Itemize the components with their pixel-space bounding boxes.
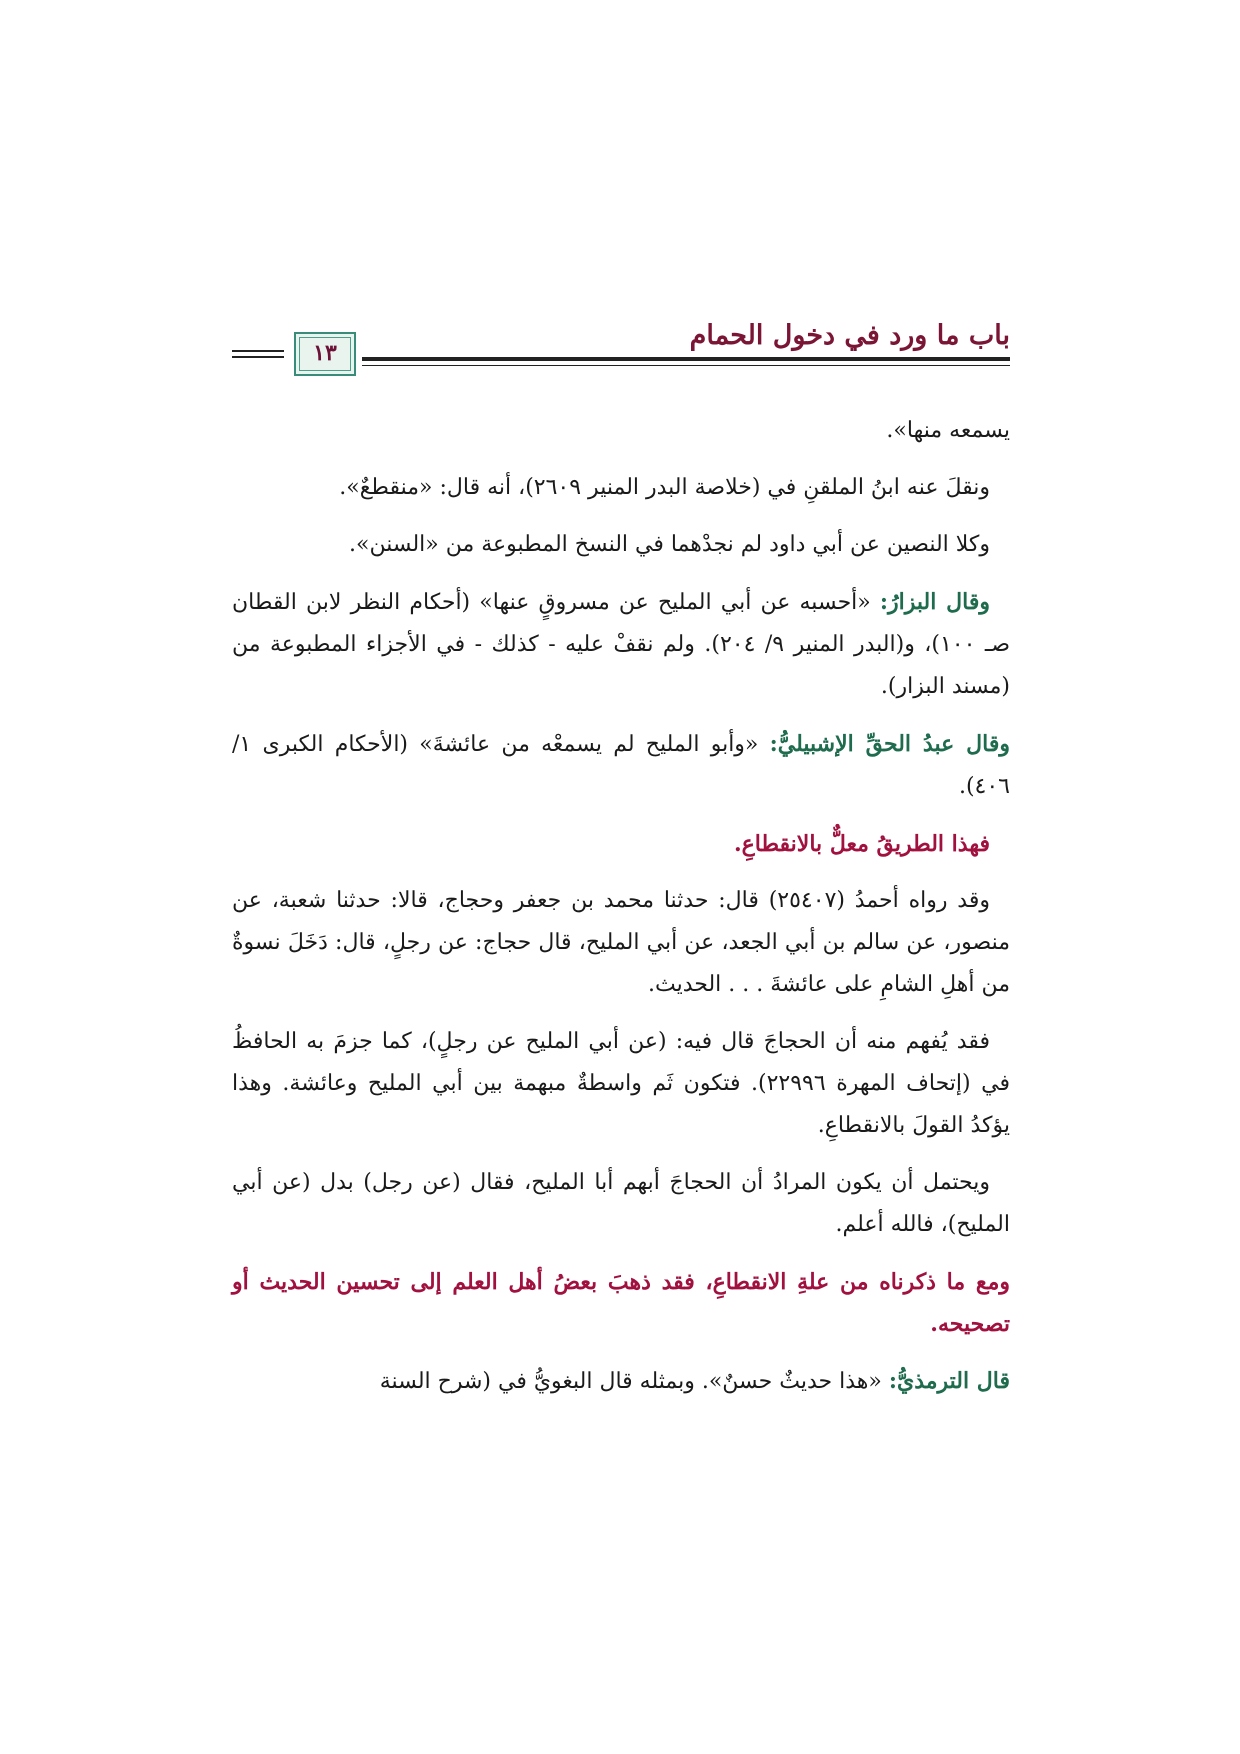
paragraph-9: ويحتمل أن يكون المرادُ أن الحجاجَ أبهم أبا المليح، فقال (عن رجل) بدل (عن أبي المليح)، فالله أعلم. — [232, 1170, 1010, 1237]
speaker-label: قال الترمذيُّ: — [888, 1368, 1010, 1394]
paragraph-5 — [232, 723, 1010, 808]
paragraph-8: فقد يُفهم منه أن الحجاجَ قال فيه: (عن أبي المليح عن رجلٍ)، كما جزمَ به الحافظُ في (إتحاف المهرة ٢٢٩٩٦). فتكون ثَم واسطةٌ مبهمة بين أبي المليح وعائشة. وهذا يؤكدُ القولَ بالانقطاعِ. — [232, 1029, 1011, 1138]
page-header — [232, 318, 1010, 384]
paragraph-7: وقد رواه أحمدُ (٢٥٤٠٧) قال: حدثنا محمد بن جعفر وحجاج، قالا: حدثنا شعبة، عن منصور، عن سالم بن أبي الجعد، عن أبي المليح، قال حجاج: عن رجلٍ، قال: دَخَلَ نسوةٌ من أهلِ الشامِ على عائشةَ . . . الحديث. — [232, 888, 1010, 997]
quote-text: «وأبو المليح لم يسمعْه من عائشةَ» (الأحكام الكبرى ١/ ٤٠٦). — [232, 732, 1010, 799]
paragraph-2: ونقلَ عنه ابنُ الملقنِ في (خلاصة البدر المنير ٢٦٠٩)، أنه قال: «منقطعٌ». — [339, 475, 990, 500]
quote-text: «هذا حديثٌ حسنٌ». وبمثله قال البغويُّ في (شرح السنة — [379, 1369, 889, 1394]
paragraph-1: يسمعه منها». — [886, 418, 1010, 443]
paragraph-11 — [232, 1360, 1010, 1403]
page-number: ١٣ — [313, 340, 337, 366]
speaker-label: وقال عبدُ الحقِّ الإشبيليُّ: — [769, 731, 1010, 757]
running-title: باب ما ورد في دخول الحمام — [689, 320, 1010, 351]
paragraph-4 — [232, 581, 1010, 708]
header-rule-right-thick — [362, 357, 1010, 361]
header-rule-left-top — [232, 350, 284, 352]
header-rule-right-thin — [362, 365, 1010, 366]
paragraph-10-highlight: ومع ما ذكرناه من علةِ الانقطاعِ، فقد ذهبَ بعضُ أهل العلم إلى تحسين الحديث أو تصحيحه. — [232, 1269, 1010, 1337]
page-number-ornament — [294, 332, 356, 376]
header-rule-left-bottom — [232, 356, 284, 358]
speaker-label: وقال البزارُ: — [879, 589, 991, 615]
quote-text: «أحسبه عن أبي المليح عن مسروقٍ عنها» (أحكام النظر لابن القطان صـ ١٠٠)، و(البدر المنير ٩/ ٢٠٤). ولم نقفْ عليه - كذلك - في الأجزاء المطبوعة من (مسند البزار). — [232, 590, 1011, 699]
body-text — [232, 410, 1010, 1418]
paragraph-3: وكلا النصين عن أبي داود لم نجدْهما في النسخ المطبوعة من «السنن». — [349, 532, 990, 557]
paragraph-6-conclusion: فهذا الطريقُ معلٌّ بالانقطاعِ. — [734, 831, 990, 857]
